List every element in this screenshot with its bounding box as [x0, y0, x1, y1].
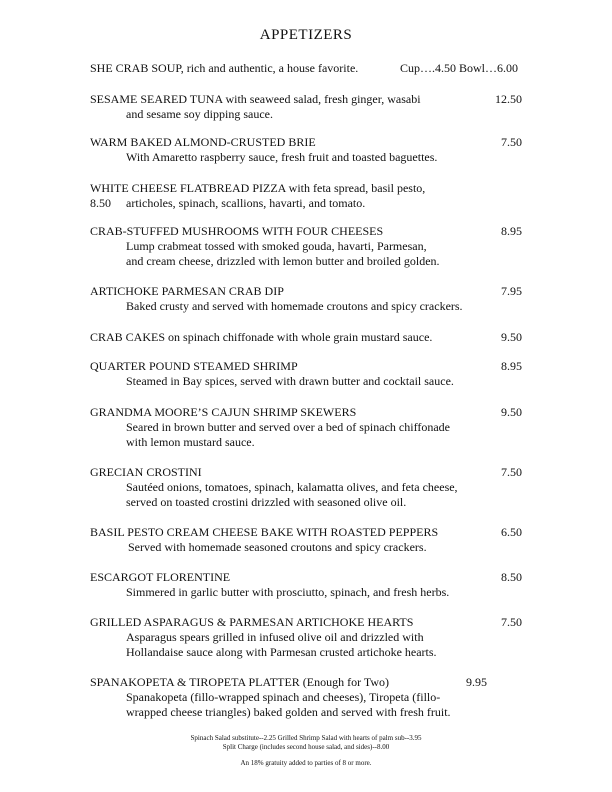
item-name: GRANDMA MOORE’S CAJUN SHRIMP SKEWERS [90, 405, 357, 419]
item-inline-description: with feta spread, basil pesto, [285, 181, 426, 195]
item-price: 8.50 [90, 196, 111, 210]
item-name: SPANAKOPETA & TIROPETA PLATTER (Enough for Two) [90, 675, 390, 689]
menu-item [90, 92, 522, 122]
menu-item [90, 61, 522, 76]
item-inline-description: with seaweed salad, fresh ginger, wasabi [222, 92, 421, 106]
menu-item [90, 615, 522, 660]
item-price: 8.50 [501, 570, 522, 584]
item-description: and sesame soy dipping sauce. [126, 107, 273, 121]
menu-item [90, 465, 522, 510]
item-description: wrapped cheese triangles) baked golden and served with fresh fruit. [126, 705, 451, 719]
menu-item [90, 570, 522, 600]
menu-item [90, 224, 522, 269]
item-description: with lemon mustard sauce. [126, 435, 255, 449]
item-description: Lump crabmeat tossed with smoked gouda, havarti, Parmesan, [126, 239, 427, 253]
item-description: Steamed in Bay spices, served with drawn butter and cocktail sauce. [126, 374, 454, 388]
item-price: 9.50 [501, 405, 522, 419]
item-name: SHE CRAB SOUP [90, 61, 181, 75]
item-description: Baked crusty and served with homemade croutons and spicy crackers. [126, 299, 463, 313]
footer-note: Split Charge (includes second house salad, and sides)--8.00 [222, 743, 390, 751]
item-name: ESCARGOT FLORENTINE [90, 570, 231, 584]
item-description: Asparagus spears grilled in infused olive oil and drizzled with [126, 630, 424, 644]
item-price: 8.95 [501, 224, 522, 238]
item-price: 7.50 [501, 135, 522, 149]
item-description: Seared in brown butter and served over a bed of spinach chiffonade [126, 420, 450, 434]
menu-item [90, 405, 522, 450]
item-name: QUARTER POUND STEAMED SHRIMP [90, 359, 298, 373]
item-price: 8.95 [501, 359, 522, 373]
item-description: served on toasted crostini drizzled with seasoned olive oil. [126, 495, 407, 509]
item-name: CRAB CAKES [90, 330, 166, 344]
gratuity-note: An 18% gratuity added to parties of 8 or more. [240, 759, 372, 767]
item-price: 9.50 [501, 330, 522, 344]
item-inline-description: on spinach chiffonade with whole grain mustard sauce. [165, 330, 433, 344]
item-price: 6.50 [501, 525, 522, 539]
item-price: 7.95 [501, 284, 522, 298]
item-price: 7.50 [501, 465, 522, 479]
item-description: Spanakopeta (fillo-wrapped spinach and cheeses), Tiropeta (fillo- [126, 690, 441, 704]
item-name: CRAB-STUFFED MUSHROOMS WITH FOUR CHEESES [90, 224, 384, 238]
menu-item [90, 359, 522, 389]
item-name: WHITE CHEESE FLATBREAD PIZZA [90, 181, 286, 195]
item-price: 7.50 [501, 615, 522, 629]
menu-item [90, 181, 522, 211]
footer-note: Spinach Salad substitute--2.25 Grilled Shrimp Salad with hearts of palm sub--3.95 [190, 734, 422, 742]
item-price: 12.50 [495, 92, 522, 106]
menu-item [90, 135, 522, 165]
item-name: WARM BAKED ALMOND-CRUSTED BRIE [90, 135, 316, 149]
item-description: With Amaretto raspberry sauce, fresh fruit and toasted baguettes. [126, 150, 438, 164]
item-name: GRILLED ASPARAGUS & PARMESAN ARTICHOKE HEARTS [90, 615, 414, 629]
menu-item [90, 284, 522, 314]
item-name: ARTICHOKE PARMESAN CRAB DIP [90, 284, 284, 298]
item-name: GRECIAN CROSTINI [90, 465, 202, 479]
item-name: SESAME SEARED TUNA [90, 92, 223, 106]
item-description: Hollandaise sauce along with Parmesan crusted artichoke hearts. [126, 645, 437, 659]
menu-title: APPETIZERS [259, 27, 353, 43]
item-description: and cream cheese, drizzled with lemon butter and broiled golden. [126, 254, 440, 268]
item-price: Cup….4.50 Bowl…6.00 [399, 61, 518, 75]
menu-item [90, 675, 522, 720]
item-description: articholes, spinach, scallions, havarti, and tomato. [126, 196, 366, 210]
menu-item [90, 525, 522, 555]
item-inline-description: , rich and authentic, a house favorite. [180, 61, 359, 75]
item-description: Simmered in garlic butter with prosciutto, spinach, and fresh herbs. [126, 585, 450, 599]
item-name: BASIL PESTO CREAM CHEESE BAKE WITH ROASTED PEPPERS [90, 525, 439, 539]
menu-item [90, 330, 522, 345]
item-description: Served with homemade seasoned croutons and spicy crackers. [128, 540, 427, 554]
item-price: 9.95 [466, 675, 487, 689]
item-description: Sautéed onions, tomatoes, spinach, kalamatta olives, and feta cheese, [126, 480, 458, 494]
